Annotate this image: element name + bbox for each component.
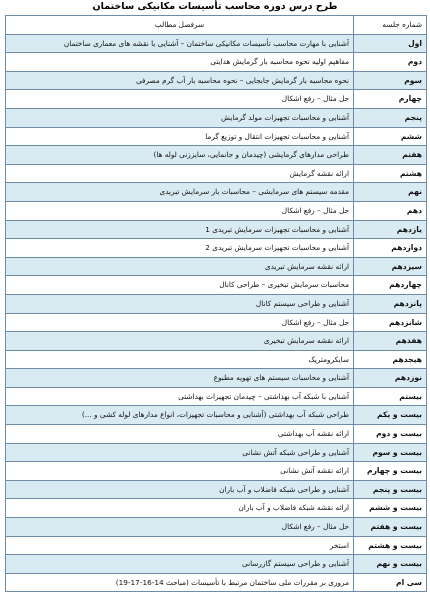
syllabus-table bbox=[5, 15, 427, 592]
topic-column-header: سرفصل مطالب bbox=[6, 16, 354, 35]
table-row bbox=[6, 146, 427, 165]
table-row bbox=[6, 313, 427, 332]
session-number-cell: چهارم bbox=[354, 90, 427, 109]
table-row bbox=[6, 499, 427, 518]
topic-cell: ارائه نقشه گرمایش bbox=[6, 164, 354, 183]
table-row bbox=[6, 462, 427, 481]
session-number-cell: بیست و پنجم bbox=[354, 480, 427, 499]
table-row bbox=[6, 276, 427, 295]
topic-cell: ارائه نقشه شبکه فاضلاب و آب باران bbox=[6, 499, 354, 518]
table-header-row bbox=[6, 16, 427, 35]
session-number-cell: بیستم bbox=[354, 387, 427, 406]
topic-cell: آشنایی و محاسبات تجهیزات مولد گرمایش bbox=[6, 108, 354, 127]
topic-cell: آشنایی با مهارت محاسب تأسیسات مکانیکی ساختمان – آشنایی با نقشه های معماری ساختمان bbox=[6, 34, 354, 53]
session-number-cell: دوازدهم bbox=[354, 239, 427, 258]
session-number-cell: سی ام bbox=[354, 573, 427, 592]
session-number-cell: بیست و هفتم bbox=[354, 518, 427, 537]
session-number-cell: یازدهم bbox=[354, 220, 427, 239]
table-row bbox=[6, 443, 427, 462]
session-number-cell: هفتم bbox=[354, 146, 427, 165]
session-number-cell: هشتم bbox=[354, 164, 427, 183]
topic-cell: آشنایی و محاسبات تجهیزات سرمایش تبریدی 2 bbox=[6, 239, 354, 258]
table-row bbox=[6, 34, 427, 53]
session-number-cell: بیست و هشتم bbox=[354, 536, 427, 555]
session-number-cell: اول bbox=[354, 34, 427, 53]
session-number-cell: هفدهم bbox=[354, 332, 427, 351]
topic-cell: مفاهیم اولیه نحوه محاسبه بار گرمایش هدایتی bbox=[6, 53, 354, 72]
topic-cell: سایکرومتریک bbox=[6, 350, 354, 369]
table-row bbox=[6, 350, 427, 369]
session-number-cell: بیست و چهارم bbox=[354, 462, 427, 481]
topic-cell: آشنایی و طراحی شبکه فاضلاب و آب باران bbox=[6, 480, 354, 499]
table-row bbox=[6, 201, 427, 220]
topic-cell: نحوه محاسبه بار گرمایش جابجایی – نحوه محاسبه بار آب گرم مصرفی bbox=[6, 71, 354, 90]
topic-cell: آشنایی و طراحی سیستم کانال bbox=[6, 294, 354, 313]
session-number-cell: پانزدهم bbox=[354, 294, 427, 313]
session-number-cell: دوم bbox=[354, 53, 427, 72]
table-row bbox=[6, 425, 427, 444]
session-number-cell: ششم bbox=[354, 127, 427, 146]
session-number-cell: شانزدهم bbox=[354, 313, 427, 332]
session-number-cell: نهم bbox=[354, 183, 427, 202]
topic-cell: آشنایی با شبکه آب بهداشتی – چیدمان تجهیزات بهداشتی bbox=[6, 387, 354, 406]
table-row bbox=[6, 257, 427, 276]
document-title: طرح درس دوره محاسب تأسیسات مکانیکی ساختمان bbox=[92, 1, 338, 12]
table-row bbox=[6, 108, 427, 127]
topic-cell: حل مثال – رفع اشکال bbox=[6, 90, 354, 109]
session-number-cell: بیست و سوم bbox=[354, 443, 427, 462]
topic-cell: طراحی مدارهای گرمایشی (چیدمان و جانمایی، سایززنی لوله ها) bbox=[6, 146, 354, 165]
session-number-cell: بیست و یکم bbox=[354, 406, 427, 425]
table-row bbox=[6, 164, 427, 183]
session-number-cell: سیزدهم bbox=[354, 257, 427, 276]
topic-cell: مروری بر مقررات ملی ساختمان مرتبط با تأسیسات (مباحث 14-16-17-19) bbox=[6, 573, 354, 592]
session-number-cell: هیجدهم bbox=[354, 350, 427, 369]
session-number-cell: بیست و نهم bbox=[354, 555, 427, 574]
table-row bbox=[6, 573, 427, 592]
topic-cell: استخر bbox=[6, 536, 354, 555]
topic-cell: آشنایی و محاسبات سیستم های تهویه مطبوع bbox=[6, 369, 354, 388]
topic-cell: ارائه نقشه آب بهداشتی bbox=[6, 425, 354, 444]
table-row bbox=[6, 387, 427, 406]
table-row bbox=[6, 369, 427, 388]
topic-cell: ارائه نقشه سرمایش تبریدی bbox=[6, 257, 354, 276]
table-row bbox=[6, 71, 427, 90]
session-number-cell: دهم bbox=[354, 201, 427, 220]
topic-cell: حل مثال – رفع اشکال bbox=[6, 518, 354, 537]
topic-cell: طراحی شبکه آب بهداشتی (آشنایی و محاسبات تجهیزات، انواع مدارهای لوله کشی و ...) bbox=[6, 406, 354, 425]
table-row bbox=[6, 90, 427, 109]
table-row bbox=[6, 518, 427, 537]
topic-cell: آشنایی و طراحی سیستم گازرسانی bbox=[6, 555, 354, 574]
table-row bbox=[6, 127, 427, 146]
session-number-cell: پنجم bbox=[354, 108, 427, 127]
topic-cell: آشنایی و محاسبات تجهیزات انتقال و توزیع گرما bbox=[6, 127, 354, 146]
table-row bbox=[6, 183, 427, 202]
session-number-cell: نوزدهم bbox=[354, 369, 427, 388]
topic-cell: ارائه نقشه آتش نشانی bbox=[6, 462, 354, 481]
table-row bbox=[6, 53, 427, 72]
table-row bbox=[6, 239, 427, 258]
table-row bbox=[6, 332, 427, 351]
topic-cell: محاسبات سرمایش تبخیری – طراحی کانال bbox=[6, 276, 354, 295]
table-body bbox=[6, 34, 427, 592]
topic-cell: حل مثال – رفع اشکال bbox=[6, 313, 354, 332]
topic-cell: آشنایی و محاسبات تجهیزات سرمایش تبریدی 1 bbox=[6, 220, 354, 239]
session-number-cell: بیست و دوم bbox=[354, 425, 427, 444]
session-number-cell: بیست و ششم bbox=[354, 499, 427, 518]
topic-cell: آشنایی و طراحی شبکه آتش نشانی bbox=[6, 443, 354, 462]
table-row bbox=[6, 480, 427, 499]
table-row bbox=[6, 220, 427, 239]
session-column-header: شماره جلسه bbox=[354, 16, 427, 35]
table-row bbox=[6, 406, 427, 425]
topic-cell: ارائه نقشه سرمایش تبخیری bbox=[6, 332, 354, 351]
session-number-cell: سوم bbox=[354, 71, 427, 90]
table-row bbox=[6, 536, 427, 555]
topic-cell: مقدمه سیستم های سرمایشی – محاسبات بار سرمایش تبریدی bbox=[6, 183, 354, 202]
table-row bbox=[6, 555, 427, 574]
topic-cell: حل مثال – رفع اشکال bbox=[6, 201, 354, 220]
table-row bbox=[6, 294, 427, 313]
session-number-cell: چهاردهم bbox=[354, 276, 427, 295]
